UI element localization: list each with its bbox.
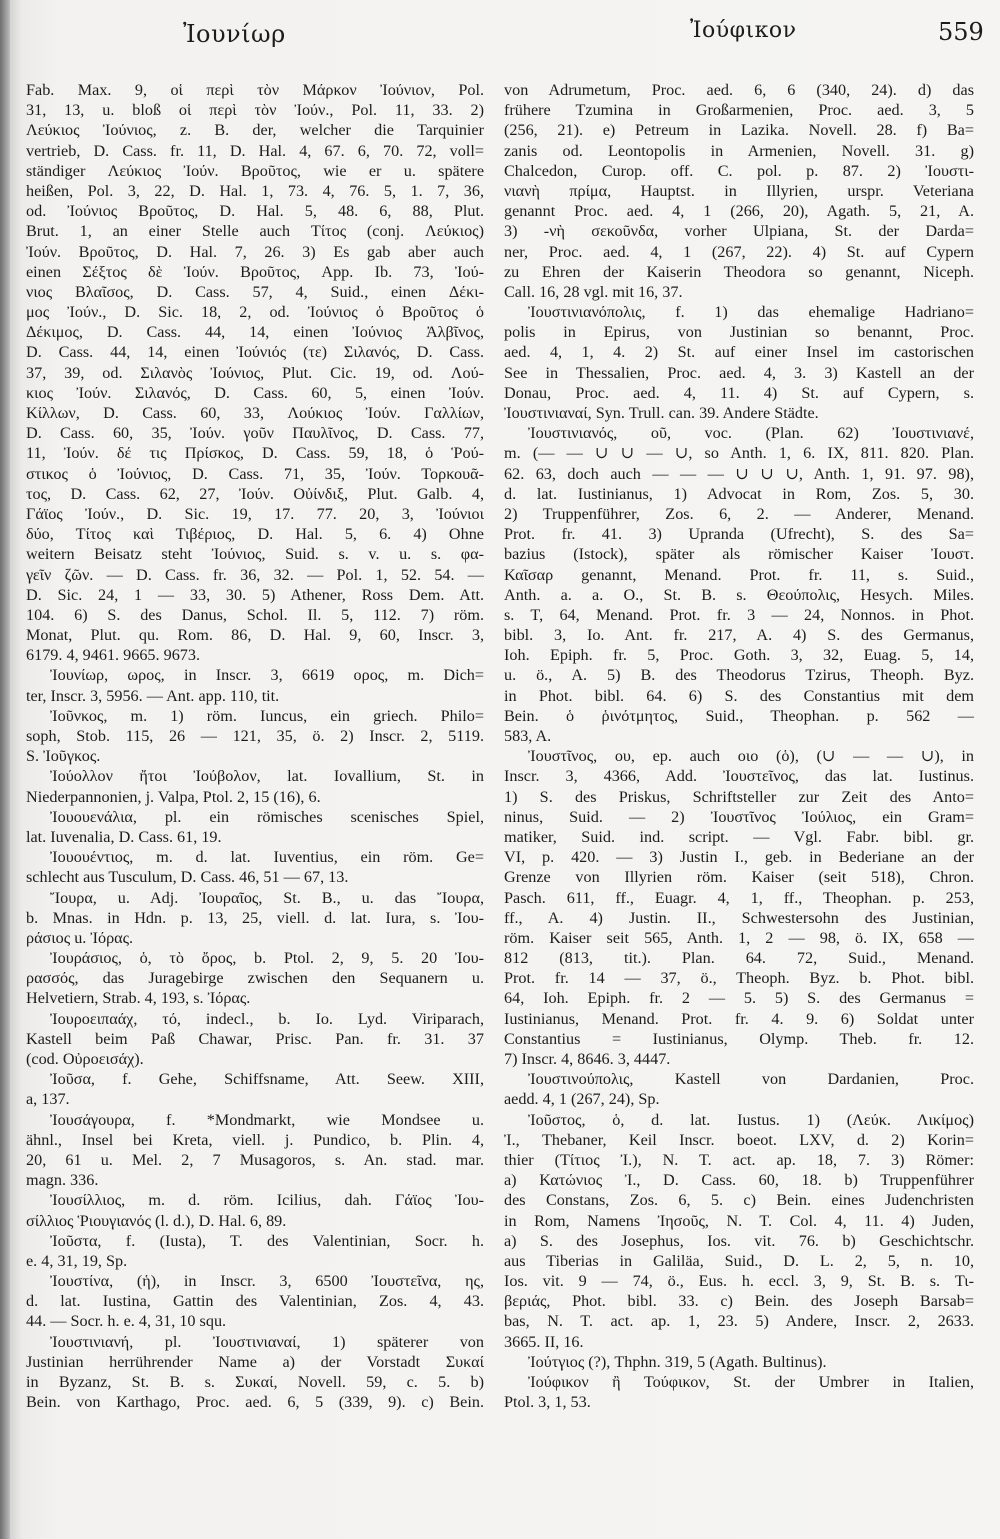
text-line: δύο, Τίτος καὶ Τιβέριος, D. Hal. 5, 6. 4) Ohne <box>26 525 484 544</box>
entry-headline: Ἰουράσιος, ὁ, τὸ ὄρος, b. Ptol. 2, 9, 5. 20 Ἰου- <box>50 949 484 968</box>
page-number: 559 <box>938 18 984 46</box>
text-line: 11, Ἰούν. δέ τις Πρίσκος, D. Cass. 59, 18, ὁ Ῥού- <box>26 444 484 463</box>
text-line: lat. Iuvenalia, D. Cass. 61, 19. <box>26 827 222 846</box>
text-line: γεῖν ζῶν. — D. Cass. fr. 36, 32. — Pol. 1, 52. 54. — <box>26 565 484 584</box>
right-column <box>504 80 974 1412</box>
text-line: röm. Kaiser seit 565, Anth. 1, 2 — 98, ö. IX, 658 — <box>504 928 974 947</box>
entry-headline: Ἰουσίλλιος, m. d. röm. Icilius, dah. Γάϊος Ἰου- <box>50 1191 484 1210</box>
text-line: weitern Beisatz steht Ἰούνιος, Suid. s. v. u. s. φα- <box>26 545 484 564</box>
entry-headline: Ἰοῦσα, f. Gehe, Schiffsname, Att. Seew. XIII, <box>50 1070 484 1089</box>
text-line: heißen, Pol. 3, 22, D. Hal. 1, 73. 4, 76. 5, 1. 7, 36, <box>26 181 484 200</box>
text-line: Prot. fr. 41. 3) Upranda (Ufrecht), S. des Sa= <box>504 525 974 544</box>
text-line: b. Mnas. in Hdn. p. 13, 25, viell. d. lat. Iura, s. Ἰου- <box>26 908 484 927</box>
text-line: Ios. vit. 9 — 74, ö., Eus. h. eccl. 3, 9, St. B. s. Τι- <box>504 1272 974 1291</box>
text-line: 583, A. <box>504 727 552 745</box>
text-line: bas, N. T. act. ap. 1, 23. 5) Andere, Inscr. 2, 2633. <box>504 1312 974 1331</box>
text-line: e. 4, 31, 19, Sp. <box>26 1251 128 1270</box>
text-line: zanis od. Leontopolis in Armenien, Novell. 31. g) <box>504 141 974 160</box>
text-line: ner, Proc. aed. 4, 1 (267, 22). 4) St. auf Cypern <box>504 242 974 261</box>
text-line: Ἰούν. Βροῦτος, D. Hal. 7, 26. 3) Es gab aber auch <box>26 242 484 261</box>
entry-headline: Ἰουστινούπολις, Kastell von Dardanien, Proc. <box>528 1070 974 1089</box>
text-line: thier (Τίτιος Ἰ.), N. T. act. ap. 18, 7. 3) Römer: <box>504 1150 974 1169</box>
text-line: Ioh. Epiph. fr. 5, Proc. Goth. 3, 32, Euag. 5, 14, <box>504 646 974 665</box>
entry-headline: Ἰουροειπαάχ, τό, indecl., b. Io. Lyd. Viriparach, <box>50 1009 484 1028</box>
text-line: soph, Stob. 115, 26 — 121, 35, ö. 2) Inscr. 2, 5119. <box>26 727 484 745</box>
text-line: Call. 16, 28 vgl. mit 16, 37. <box>504 282 683 301</box>
entry-headline: Ἰουστινιανόπολις, f. 1) das ehemalige Hadriano= <box>528 303 974 322</box>
running-header <box>0 8 1000 48</box>
text-line: 62. 63, doch auch — — — ∪ ∪ ∪, Anth. 1, 91. 97. 98), <box>504 464 974 483</box>
text-line: ter, Inscr. 3, 5956. — Ant. app. 110, tit. <box>26 686 280 705</box>
header-last-headword: Ἰούφικον <box>690 18 797 43</box>
text-line: 64, Ioh. Epiph. fr. 2 — 5. 5) S. des Germanus = <box>504 989 974 1008</box>
text-line: ff., A. 4) Justin. II., Schwestersohn des Justinian, <box>504 908 974 927</box>
text-line: in Byzanz, St. B. s. Συκαί, Novell. 59, c. 5. b) <box>26 1373 484 1391</box>
text-line: 812 (813, tit.). Plan. 64. 72, Suid., Menand. <box>504 949 974 968</box>
text-line: bazius (Istock), später als römischer Kaiser Ἰουστ. <box>504 545 974 564</box>
text-line: a) S. des Josephus, Ios. vit. 76. b) Geschichtschr. <box>504 1231 974 1250</box>
text-line: Chalcedon, Curop. off. C. pol. p. 87. 2) Ἰουστι- <box>504 161 974 180</box>
entry-headline: Ἰουουενάλια, pl. ein römisches scenisches Spiel, <box>50 807 484 826</box>
text-line: s. T, 64, Menand. Prot. fr. 3 — 24, Nonnos. in Phot. <box>504 605 974 624</box>
text-line: Κίλλων, D. Cass. 60, 33, Λούκιος Ἰούν. Γαλλίων, <box>26 404 484 422</box>
text-line: Grenze von Illyrien röm. Kaiser (seit 518), Chron. <box>504 868 974 887</box>
text-line: 3) -νὴ σεκοῦνδα, vorher Ulpiana, St. der Darda= <box>504 222 974 241</box>
left-column <box>26 80 484 1412</box>
text-line: aedd. 4, 1 (267, 24), Sp. <box>504 1090 660 1109</box>
text-line: Iustinianus, Menand. Prot. fr. 4. 9. 6) Soldat unter <box>504 1009 974 1028</box>
text-line: Niederpannonien, j. Valpa, Ptol. 2, 15 (16), 6. <box>26 787 321 806</box>
text-line: bibl. 3, Io. Ant. fr. 217, A. 4) S. des Germanus, <box>504 626 974 645</box>
entry-headline: Ἰούφικον ἢ Τούφικον, St. der Umbrer in Italien, <box>528 1373 974 1391</box>
text-line: 7) Inscr. 4, 8646. 3, 4447. <box>504 1050 671 1068</box>
text-line: in Rom, Namens Ἰησοῦς, N. T. Col. 4, 11. 4) Juden, <box>504 1211 974 1230</box>
text-line: Justinian herrührender Name a) der Vorstadt Συκαί <box>26 1352 484 1371</box>
text-line: Ἰουστινιαναί, Syn. Trull. can. 39. Andere Städte. <box>504 404 819 422</box>
text-line: μος Ἰούν., D. Sic. 18, 2, od. Ἰούνιος ὁ Βροῦτος ὁ <box>26 303 484 322</box>
text-line: νιανὴ πρίμα, Hauptst. in Illyrien, urspr. Veteriana <box>504 181 974 200</box>
text-line: στικος ὁ Ἰούνιος, D. Cass. 71, 35, Ἰούν. Τορκουᾶ- <box>26 464 484 483</box>
text-line: Brut. 1, an einer Stelle auch Τίτος (conj. Λεύκιος) <box>26 222 484 241</box>
text-line: D. Sic. 24, 1 — 33, 30. 5) Athener, Ross Dem. Att. <box>26 585 484 604</box>
text-line: ράσιος u. Ἰόρας. <box>26 928 134 947</box>
text-line: in Phot. bibl. 64. 6) S. des Constantius mit dem <box>504 686 974 705</box>
text-line: Pasch. 611, ff., Euagr. 4, 1, ff., Theophan. p. 253, <box>504 888 974 907</box>
text-line: magn. 336. <box>26 1171 99 1190</box>
text-line: κιος Ἰούν. Σιλανός, D. Cass. 60, 5, einen Ἰούν. <box>26 383 484 402</box>
text-line: 44. — Socr. h. e. 4, 31, 10 squ. <box>26 1312 227 1331</box>
entry-headline: Ἰοῦστα, f. (Iusta), T. des Valentinian, Socr. h. <box>50 1231 484 1250</box>
text-line: d. lat. Iustina, Gattin des Valentinian, Zos. 4, 43. <box>26 1292 484 1311</box>
text-line: Bein. von Karthago, Proc. aed. 6, 5 (339, 9). c) Bein. <box>26 1393 484 1412</box>
entry-headline: Ἰουστῖνος, ου, ep. auch οιο (ὁ), (∪ — — ∪), in <box>528 747 974 766</box>
text-line: einen Σέξτος δὲ Ἰούν. Βροῦτος, App. Ib. 73, Ἰού- <box>26 262 484 281</box>
text-line: polis in Epirus, von Justinian so benannt, Proc. <box>504 323 974 342</box>
entry-headline: Ἰοῦνκος, m. 1) röm. Iuncus, ein griech. Philo= <box>50 706 484 725</box>
text-line: (256, 21). e) Petreum in Lazika. Novell. 28. f) Ba= <box>504 121 974 140</box>
text-line: Kastell beim Paß Chawar, Prisc. Pan. fr. 31. 37 <box>26 1029 484 1048</box>
entry-headline: Ἰουσάγουρα, f. *Mondmarkt, wie Mondsee u. <box>50 1110 484 1129</box>
text-line: des Constans, Zos. 6, 5. c) Bein. eines Judenchristen <box>504 1191 974 1210</box>
text-line: σίλλιος Ῥιουγιανός (l. d.), D. Hal. 6, 89. <box>26 1211 287 1230</box>
text-line: Ptol. 3, 1, 53. <box>504 1393 591 1412</box>
text-line: u. ö., A. 5) B. des Theodorus Tzirus, Theoph. Byz. <box>504 666 974 685</box>
text-line: ständiger Λεύκιος Ἰούν. Βροῦτος, wie er u. spätere <box>26 161 484 180</box>
text-line: Donau, Proc. aed. 4, 11. 4) St. auf Cypern, s. <box>504 383 974 402</box>
header-first-headword: Ἰουνίωρ <box>183 20 286 48</box>
text-line: νιος Βλαῖσος, D. Cass. 57, 4, Suid., einen Δέκι- <box>26 282 484 301</box>
text-line: Constantius = Iustinianus, Olymp. Theb. fr. 12. <box>504 1029 974 1048</box>
text-line: a, 137. <box>26 1090 70 1109</box>
text-line: Καῖσαρ genannt, Menand. Prot. fr. 11, s. Suid., <box>504 565 974 584</box>
text-line: Helvetiern, Strab. 4, 193, s. Ἰόρας. <box>26 989 251 1008</box>
text-line: See in Thessalien, Proc. aed. 4, 3. 3) Kastell an der <box>504 363 974 382</box>
text-line: frühere Tzumina in Großarmenien, Proc. aed. 3, 5 <box>504 101 974 120</box>
text-line: 6179. 4, 9461. 9665. 9673. <box>26 646 201 665</box>
text-line: 37, 39, od. Σιλανὸς Ἰούνιος, Plut. Cic. 19, od. Λού- <box>26 363 484 382</box>
text-line: S. Ἰοῦγκος. <box>26 747 101 766</box>
text-line: d. lat. Iustinianus, 1) Advocat in Rom, Zos. 5, 30. <box>504 484 974 503</box>
entry-headline: Ἰούτγιος (?), Thphn. 319, 5 (Agath. Bultinus). <box>528 1352 827 1371</box>
entry-headline: Ἰουστινιανός, οῦ, voc. (Plan. 62) Ἰουστινιανέ, <box>528 424 974 443</box>
text-line: ähnl., Insel bei Kreta, viell. j. Pundico, b. Plin. 4, <box>26 1130 484 1149</box>
text-line: schlecht aus Tusculum, D. Cass. 46, 51 — 67, 13. <box>26 868 349 887</box>
text-line: genannt Proc. aed. 4, 1 (266, 20), Agath. 5, 21, A. <box>504 202 974 221</box>
text-line: 31, 13, u. bloß οἱ περὶ τὸν Ἰούν., Pol. 11, 33. 2) <box>26 101 484 120</box>
text-line: ninus, Suid. — 2) Ἰουστῖνος Ἰούλιος, ein Gram= <box>504 807 974 826</box>
text-line: aed. 4, 1, 4. 2) St. auf einer Insel im castorischen <box>504 343 974 362</box>
text-line: 1) S. des Priskus, Schriftsteller zur Zeit des Anto= <box>504 787 974 806</box>
entry-headline: Ἰοῦστος, ὁ, d. lat. Iustus. 1) (Λεύκ. Λικίμος) <box>528 1110 974 1129</box>
book-spine-shadow <box>0 0 10 1539</box>
text-line: Monat, Plut. qu. Rom. 86, D. Hal. 9, 60, Inscr. 3, <box>26 626 484 645</box>
text-line: a) Κατώνιος Ἰ., D. Cass. 60, 18. b) Truppenführer <box>504 1171 974 1190</box>
text-line: aus Tiberias in Galiläa, Suid., D. L. 2, 5, n. 10, <box>504 1251 974 1270</box>
text-line: Prot. fr. 14 — 37, ö., Theoph. Byz. b. Phot. bibl. <box>504 969 974 988</box>
entry-headline: Ἰουουέντιος, m. d. lat. Iuventius, ein röm. Ge= <box>50 848 484 867</box>
text-line: 3665. II, 16. <box>504 1332 584 1351</box>
text-line: matiker, Suid. ind. script. — Vgl. Fabr. bibl. gr. <box>504 827 974 846</box>
text-line: von Adrumetum, Proc. aed. 6, 6 (340, 24). d) das <box>504 81 974 99</box>
text-line: od. Ἰούνιος Βροῦτος, D. Hal. 5, 48. 6, 88, Plut. <box>26 202 484 221</box>
text-line: (cod. Οὐροεισάχ). <box>26 1050 144 1068</box>
entry-headline: Ἰουστινιανή, pl. Ἰουστινιαναί, 1) späterer von <box>50 1332 484 1351</box>
text-line: Δέκιμος, D. Cass. 44, 14, einen Ἰούνιος Ἀλβῖνος, <box>26 323 484 342</box>
text-line: Γάϊος Ἰούν., D. Sic. 19, 17. 77. 20, 3, Ἰούνιοι <box>26 504 484 523</box>
text-line: Ἰ., Thebaner, Keil Inscr. boeot. LXV, d. 2) Korin= <box>504 1130 974 1149</box>
text-line: Inscr. 3, 4366, Add. Ἰουστεῖνος, das lat. Iustinus. <box>504 767 974 786</box>
entry-headline: Ἰουνίωρ, ωρος, in Inscr. 3, 6619 ορος, m. Dich= <box>50 666 484 685</box>
text-line: D. Cass. 44, 14, einen Ἰούνιός (τε) Σιλανός, D. Cass. <box>26 343 484 362</box>
entry-headline: Ἰουστίνα, (ἡ), in Inscr. 3, 6500 Ἰουστεῖνα, ης, <box>50 1272 484 1291</box>
text-line: VI, p. 420. — 3) Justin I., geb. in Bederiane an der <box>504 848 974 867</box>
text-line: τος, D. Cass. 62, 27, Ἰούν. Οὐίνδιξ, Plut. Galb. 4, <box>26 484 484 503</box>
text-line: Anth. a. a. O., St. B. s. Θεούπολις, Hesych. Miles. <box>504 585 974 604</box>
text-line: 104. 6) S. des Danus, Schol. Il. 5, 112. 7) röm. <box>26 605 484 624</box>
text-line: Bein. ὁ ῥινότμητος, Suid., Theophan. p. 562 — <box>504 706 974 725</box>
text-line: 20, 61 u. Mel. 2, 7 Musagoros, s. An. stad. mar. <box>26 1150 484 1169</box>
text-line: ρασσός, das Juragebirge zwischen den Sequanern u. <box>26 969 484 988</box>
text-line: vertrieb, D. Cass. fr. 11, D. Hal. 4, 67. 6, 70. 72, voll= <box>26 141 484 160</box>
text-line: βεριάς, Phot. bibl. 33. c) Bein. des Joseph Barsab= <box>504 1292 974 1311</box>
text-line: Λεύκιος Ἰούνιος, z. B. der, welcher die Tarquinier <box>26 121 484 140</box>
text-line: Fab. Max. 9, οἱ περὶ τὸν Μάρκον Ἰούνιον, Pol. <box>26 81 484 99</box>
text-line: 2) Truppenführer, Zos. 6, 2. — Anderer, Menand. <box>504 504 974 523</box>
entry-headline: Ἰούολλον ἤτοι Ἰούβολον, lat. Iovallium, St. in <box>50 767 484 786</box>
entry-headline: Ἴουρα, u. Adj. Ἰουραῖος, St. B., u. das Ἴουρα, <box>50 888 484 907</box>
text-line: zu Ehren der Kaiserin Theodora so genannt, Niceph. <box>504 262 974 281</box>
text-line: D. Cass. 60, 35, Ἰούν. γοῦν Παυλῖνος, D. Cass. 77, <box>26 424 484 443</box>
text-line: m. (— — ∪ ∪ — ∪, so Anth. 1, 6. IX, 811. 820. Plan. <box>504 444 974 463</box>
